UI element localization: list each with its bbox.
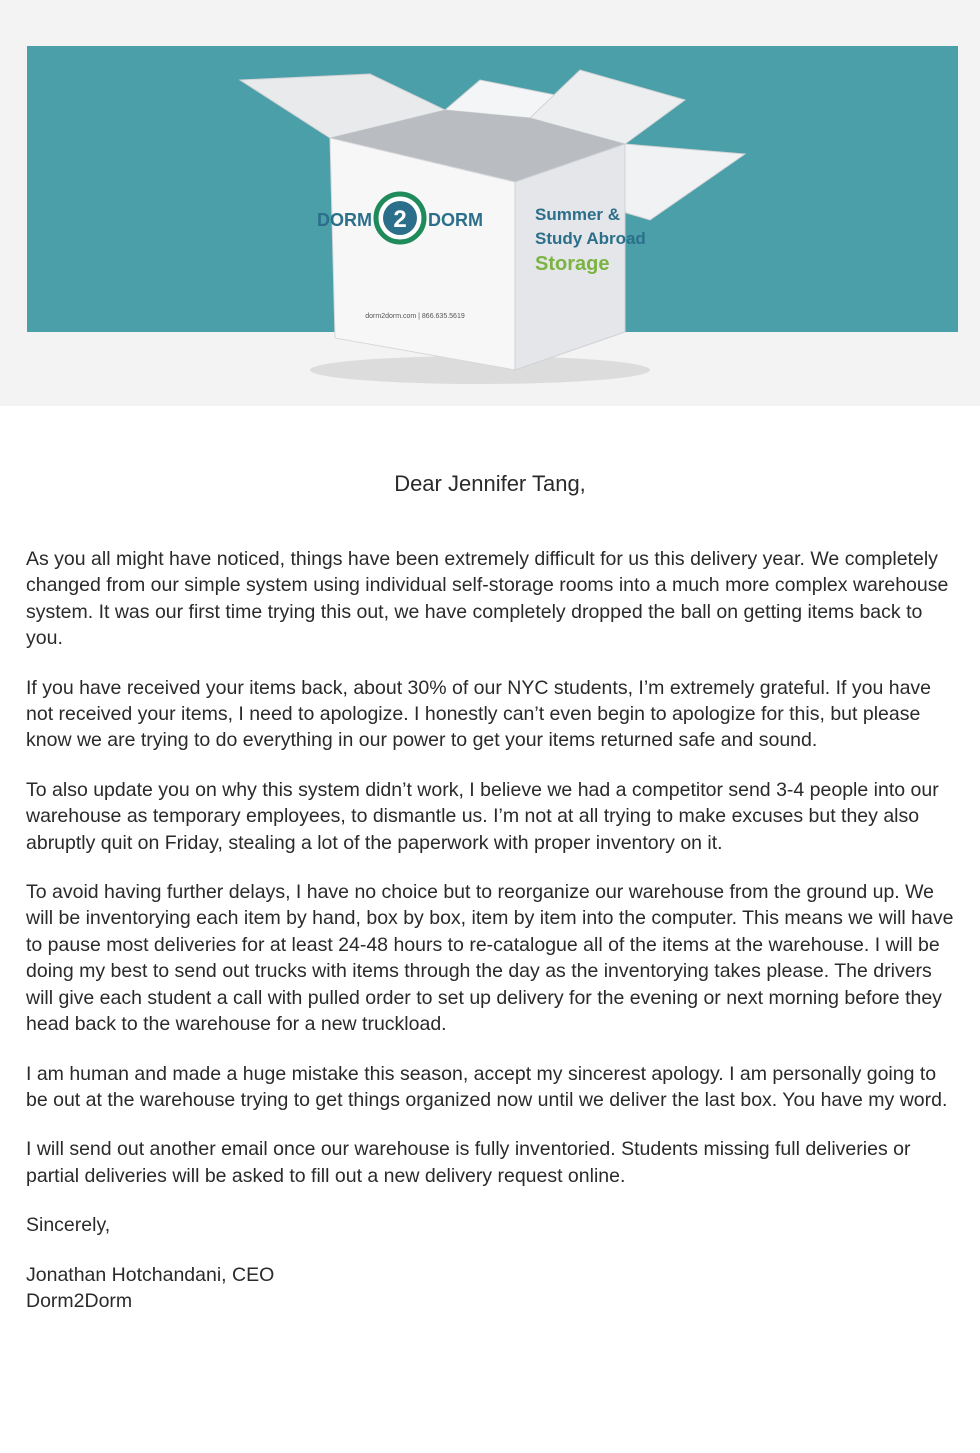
letter-paragraph: If you have received your items back, about 30% of our NYC students, I’m extremely grateful. If you have not received your items, I need to apologize. I honestly can’t even begin to apologize for this, but please know we are trying to do everything in our power to get your items returned safe and sound. (26, 676, 932, 752)
box-side-text (535, 205, 646, 275)
box-contact-text: dorm2dorm.com | 866.635.5619 (365, 313, 465, 320)
side-text-line1: Summer & (535, 205, 621, 224)
side-text-line3: Storage (535, 253, 610, 275)
logo-number: 2 (393, 206, 407, 233)
letter-paragraph: To avoid having further delays, I have no choice but to reorganize our warehouse from the ground up. We will be inventorying each item by hand, box by box, item by item into the computer. This means we will have to pause most deliveries for at least 24-48 hours to re-catalogue all of the items at the warehouse. I will be doing my best to send out trucks with items through the day as the inventorying takes please. The drivers will give each student a call with pulled order to set up delivery for the evening or next morning before they head back to the warehouse for a new truckload. (26, 881, 954, 1036)
letter-signature (26, 1212, 961, 1314)
letter-salutation: Dear Jennifer Tang, (394, 471, 586, 496)
signature-name: Jonathan Hotchandani, CEO (26, 1263, 275, 1286)
header-banner-area (0, 0, 980, 406)
logo-right-word: DORM (428, 210, 483, 230)
logo-left-word: DORM (317, 210, 372, 230)
signature-company: Dorm2Dorm (26, 1289, 133, 1312)
storage-box-image (230, 70, 750, 390)
letter-body (26, 546, 961, 1314)
side-text-line2: Study Abroad (535, 229, 646, 248)
letter-paragraph: To also update you on why this system didn’t work, I believe we had a competitor send 3-4 people into our warehouse as temporary employees, to dismantle us. I’m not at all trying to make excuses but they also abruptly quit on Friday, stealing a lot of the paperwork with proper inventory on it. (26, 778, 939, 854)
letter-paragraph: I will send out another email once our warehouse is fully inventoried. Students missing full deliveries or partial deliveries will be asked to fill out a new delivery request online. (26, 1138, 911, 1187)
letter-closing: Sincerely, (26, 1214, 111, 1237)
letter-paragraph: As you all might have noticed, things have been extremely difficult for us this delivery year. We completely changed from our simple system using individual self-storage rooms into a much more complex warehouse system. It was our first time trying this out, we have completely dropped the ball on getting items back to you. (26, 548, 949, 650)
letter-paragraph: I am human and made a huge mistake this season, accept my sincerest apology. I am personally going to be out at the warehouse trying to get things organized now until we deliver the last box. You have my word. (26, 1062, 948, 1111)
